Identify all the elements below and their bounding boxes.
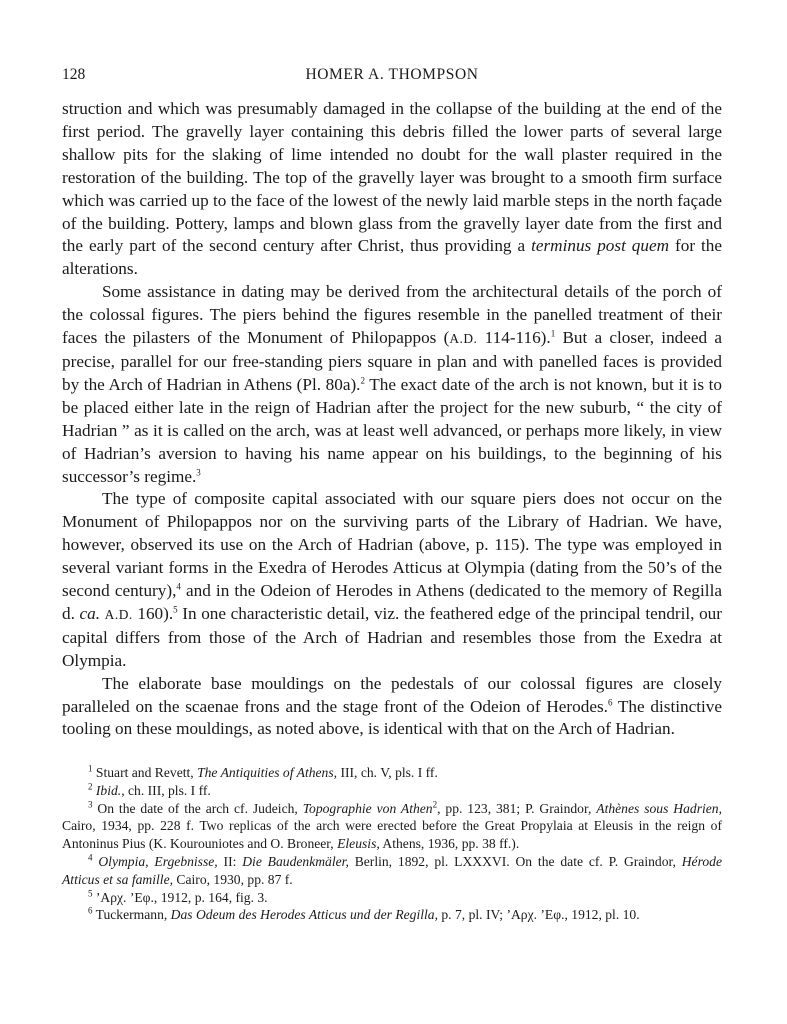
text-run: The elaborate base mouldings on the pedestals of our colossal figures are closely paralleled on the scaenae frons and the stage front of the Odeion of Herodes. [62,673,722,716]
text-run: Tuckermann, [92,907,171,923]
page-header [62,66,722,88]
text-run: But a closer, indeed a precise, parallel for our free-standing piers square in plan and with panelled faces is provided by the Arch of Hadrian in Athens (Pl. 80a). [62,328,722,394]
text-run: for the alterations. [62,236,723,279]
italic-title: Hérode Atticus et sa famille, [62,853,722,887]
small-caps-ad: A.D. [104,606,133,622]
text-run: 114-116). [477,328,551,348]
footnote-ref-2[interactable]: 2 [360,375,365,386]
text-run: Berlin, 1892, pl. LXXXVI. On the date cf. P. Graindor, [348,853,682,869]
italic-title: Topographie von Athen [302,800,433,816]
footnote-number: 3 [88,799,93,810]
paragraph-1 [62,98,722,281]
paragraph-4 [62,673,722,742]
footnote-ref-1[interactable]: 1 [550,328,556,339]
text-run: and in the Odeion of Herodes in Athens (dedicated to the memory of Regilla d. [62,581,722,623]
footnote-3 [62,800,722,853]
footnote-ref-5[interactable]: 5 [173,604,178,615]
footnote-number: 1 [88,763,93,774]
footnote-number: 5 [88,888,93,899]
paragraph-2 [62,281,722,488]
italic-title: Das Odeum des Herodes Atticus und der Regilla, [170,907,438,923]
page-number: 128 [62,66,86,83]
text-run: ’Αρχ. ’Εφ., 1912, p. 164, fig. 3. [92,889,268,905]
italic-phrase: terminus post quem [531,236,670,256]
text-run: On the date of the arch cf. Judeich, [92,800,303,816]
text-run: Stuart and Revett, [92,765,198,780]
text-run: p. 7, pl. IV; ’Αρχ. ’Εφ., 1912, pl. 10. [437,907,640,923]
text-run: struction and which was presumably damaged in the collapse of the building at the end of the first period. The gravelly layer containing this debris filled the lower parts of several large shallow pits for the slaking of lime intended no doubt for the wall plaster required in the restoration of the building. The top of the gravelly layer was brought to a smooth firm surface which was carried up to the face of the lowest of the newly laid marble steps in the north façade of the building. Pottery, lamps and blown glass from the gravelly layer date from the first and the early part of the second century after Christ, thus providing a [62,99,722,256]
footnote-5 [62,889,722,907]
text-run: The distinctive tooling on these mouldings, as noted above, is identical with that on the Arch of Hadrian. [62,696,722,739]
footnote-ref-4[interactable]: 4 [176,581,181,592]
text-run: 160). [132,603,174,623]
text-run: II: [217,853,243,869]
footnote-number: 6 [88,905,93,916]
text-run: Some assistance in dating may be derived from the architectural details of the porch of the colossal figures. The piers behind the figures resemble in the panelled treatment of their faces the pilasters of the Monument of Philopappos ( [62,282,722,348]
paragraph-3 [62,488,722,672]
footnote-4 [62,853,722,889]
footnote-ref-6[interactable]: 6 [607,696,613,707]
italic-title: Olympia, Ergebnisse, [98,853,218,869]
footnote-number: 4 [88,852,93,863]
edition-superscript: 2 [432,799,438,810]
text-run: Cairo, 1930, pp. 87 f. [173,871,293,887]
footnotes [62,764,722,924]
text-run: , pp. 123, 381; P. Graindor, [437,800,597,816]
footnote-2 [62,782,722,800]
footnote-1 [62,764,722,782]
italic-title: Die Baudenkmäler, [242,853,349,869]
italic-title: Athènes sous Hadrien, [596,800,722,816]
text-run: The type of composite capital associated with our square piers does not occur on the Monument of Philopappos nor on the surviving parts of the Library of Hadrian. We have, however, observed its use on the Arch of Hadrian (above, p. 115). The type was employed in several variant forms in the Exedra of Herodes Atticus at Olympia (dating from the 50’s of the second century), [62,489,722,601]
footnote-6 [62,906,722,924]
footnote-ref-3[interactable]: 3 [196,466,201,477]
italic-title: The Antiquities of Athens, [197,765,338,780]
italic-title: Ibid., [95,782,125,798]
running-head: HOMER A. THOMPSON [305,66,479,83]
italic-title: Eleusis, [337,836,380,852]
text-run: The exact date of the arch is not known, but it is to be placed either late in the reign of Hadrian after the project for the new suburb, “ the city of Hadrian ” as it is called on the arch, was at least well advanced, or perhaps more likely, in view of Hadrian’s aversion to having his name appear on his buildings, to the beginning of his successor’s regime. [62,374,722,486]
text-run: In one characteristic detail, viz. the feathered edge of the principal tendril, our capital differs from those of the Arch of Hadrian and resembles those from the Exedra at Olympia. [62,603,723,670]
body-text [62,98,722,741]
text-run: ch. III, pls. I ff. [124,782,211,798]
text-run: Cairo, 1934, pp. 228 f. Two replicas of the arch were erected before the Great Propylaia at Eleusis in the reign of Antoninus Pius (K. Kourouniotes and O. Broneer, [62,818,722,852]
italic-ca: ca. [79,603,101,623]
small-caps-ad: A.D. [449,331,478,347]
footnote-number: 2 [88,781,93,792]
text-run: Athens, 1936, pp. 38 ff.). [379,836,520,852]
text-run: III, ch. V, pls. I ff. [337,765,438,780]
